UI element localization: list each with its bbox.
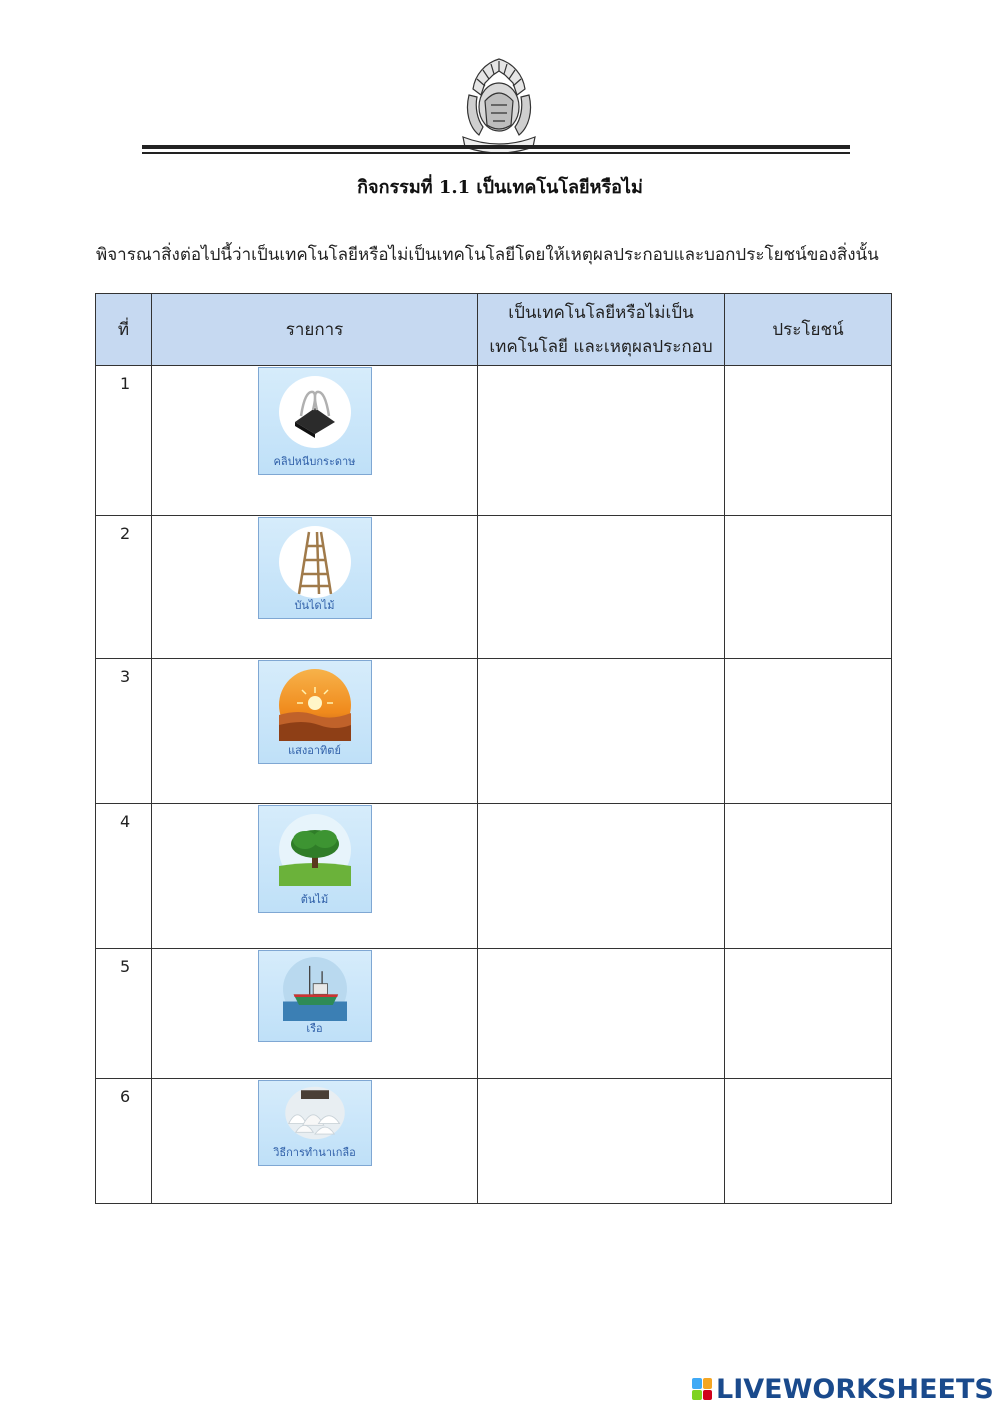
answer-cell[interactable] — [478, 516, 725, 659]
table-row — [96, 1079, 892, 1204]
item-card — [258, 660, 372, 764]
table-row — [96, 516, 892, 659]
header-is-technology — [478, 294, 725, 366]
header-is-technology-line2: เทคโนโลยี และเหตุผลประกอบ — [489, 336, 713, 357]
header-item: รายการ — [152, 294, 478, 366]
answer-cell[interactable] — [478, 366, 725, 516]
item-cell — [152, 659, 478, 804]
item-card — [258, 1080, 372, 1166]
logo-text: LIVEWORKSHEETS — [716, 1373, 994, 1405]
header-rule — [142, 145, 850, 149]
benefit-cell[interactable] — [725, 1079, 892, 1204]
item-label: คลิปหนีบกระดาษ — [273, 455, 356, 468]
table-row — [96, 659, 892, 804]
boat-icon — [283, 957, 347, 1021]
table-row — [96, 804, 892, 949]
benefit-cell[interactable] — [725, 366, 892, 516]
item-label: วิธีการทำนาเกลือ — [273, 1146, 356, 1159]
answer-cell[interactable] — [478, 659, 725, 804]
table-row — [96, 366, 892, 516]
page-title: กิจกรรมที่ 1.1 เป็นเทคโนโลยีหรือไม่ — [357, 177, 643, 198]
row-number: 6 — [96, 1079, 152, 1204]
table-row — [96, 949, 892, 1079]
header-no: ที่ — [96, 294, 152, 366]
school-emblem-icon — [455, 55, 543, 155]
row-number: 3 — [96, 659, 152, 804]
benefit-cell[interactable] — [725, 659, 892, 804]
row-number: 1 — [96, 366, 152, 516]
item-card — [258, 950, 372, 1042]
tree-icon — [279, 814, 351, 886]
wooden-ladder-icon — [279, 526, 351, 598]
answer-cell[interactable] — [478, 804, 725, 949]
header-rule-thin — [142, 152, 850, 154]
item-cell — [152, 1079, 478, 1204]
item-card — [258, 805, 372, 913]
item-card — [258, 367, 372, 475]
item-label: เรือ — [306, 1022, 323, 1035]
row-number: 5 — [96, 949, 152, 1079]
item-card — [258, 517, 372, 619]
row-number: 4 — [96, 804, 152, 949]
liveworksheets-logo-icon — [692, 1378, 712, 1400]
benefit-cell[interactable] — [725, 949, 892, 1079]
worksheet-table — [95, 293, 892, 1204]
instruction-text: พิจารณาสิ่งต่อไปนี้ว่าเป็นเทคโนโลยีหรือไม่เป็นเทคโนโลยีโดยให้เหตุผลประกอบและบอกประโยชน์ของสิ่งนั้น — [96, 245, 879, 265]
item-label: ต้นไม้ — [300, 893, 329, 906]
item-cell — [152, 516, 478, 659]
liveworksheets-logo[interactable] — [692, 1374, 994, 1404]
answer-cell[interactable] — [478, 1079, 725, 1204]
item-cell — [152, 949, 478, 1079]
answer-cell[interactable] — [478, 949, 725, 1079]
item-cell — [152, 366, 478, 516]
benefit-cell[interactable] — [725, 516, 892, 659]
header-is-technology-line1: เป็นเทคโนโลยีหรือไม่เป็น — [508, 302, 694, 323]
item-label: บันไดไม้ — [294, 599, 335, 612]
benefit-cell[interactable] — [725, 804, 892, 949]
sunlight-icon — [279, 669, 351, 741]
table-header-row — [96, 294, 892, 366]
binder-clip-icon — [279, 376, 351, 448]
header-benefit: ประโยชน์ — [725, 294, 892, 366]
item-cell — [152, 804, 478, 949]
row-number: 2 — [96, 516, 152, 659]
item-label: แสงอาทิตย์ — [288, 744, 341, 757]
salt-farming-icon — [283, 1085, 347, 1141]
